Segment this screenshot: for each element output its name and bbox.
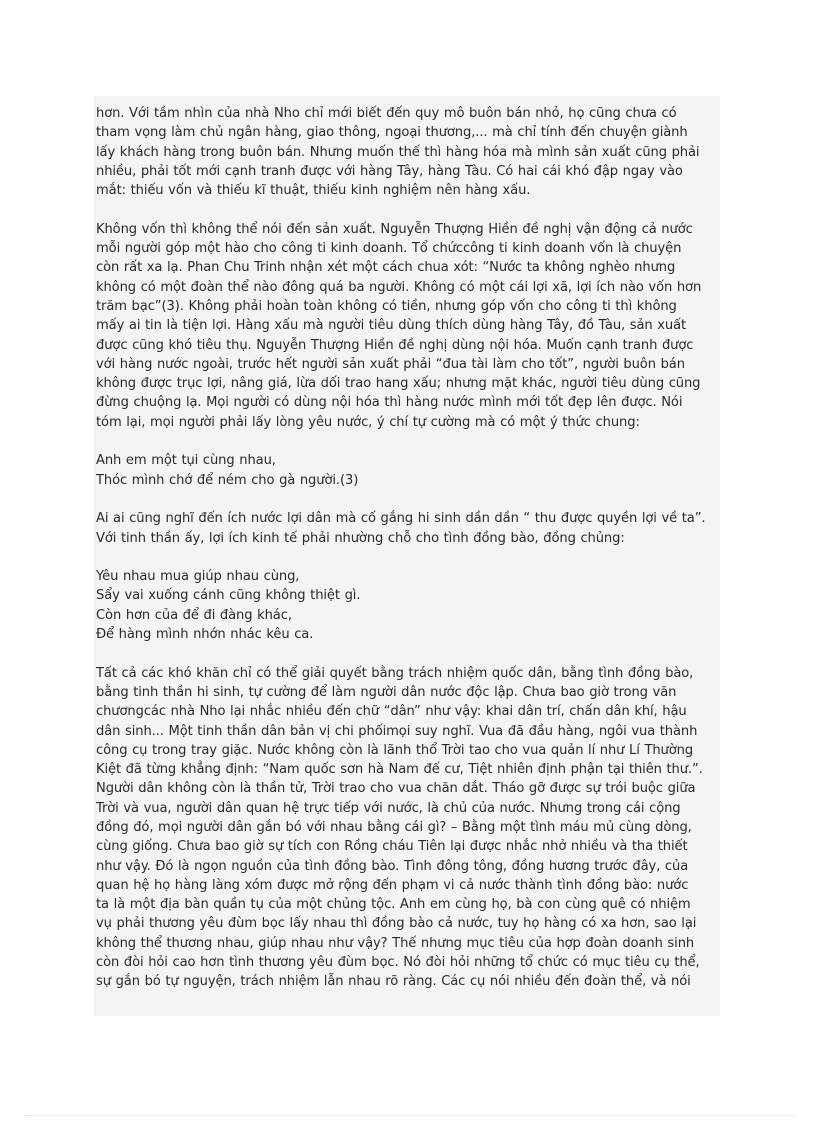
document-body — [96, 104, 726, 1011]
text-line: nhiều, phải tốt mới cạnh tranh được với hàng Tây, hàng Tàu. Có hai cái khó đập ngay vào — [96, 163, 683, 179]
page-bottom-divider — [24, 1115, 794, 1116]
paragraph-3 — [96, 509, 726, 548]
verse-line: Anh em một tụi cùng nhau, — [96, 453, 276, 469]
text-line: Ai ai cũng nghĩ đến ích nước lợi dân mà cố gắng hi sinh dần dần “ thu được quyền lợi về ta”. — [96, 511, 706, 527]
text-line: dân sinh... Một tinh thần dân bản vị chi phốimọi suy nghĩ. Vua đã đầu hàng, ngôi vua thành — [96, 723, 698, 739]
text-line: tóm lại, mọi người phải lấy lòng yêu nước, ý chí tự cường mà có một ý thức chung: — [96, 414, 640, 430]
text-line: mỗi người góp một hào cho công ti kinh doanh. Tổ chứccông ti kinh doanh vốn là chuyện — [96, 241, 682, 257]
verse-2 — [96, 567, 726, 644]
text-line: cùng giống. Chưa bao giờ sự tích con Rồng cháu Tiên lại được nhắc nhở nhiều và tha thiết — [96, 839, 688, 855]
text-line: với hàng nước ngoài, trước hết người sản xuất phải “đua tài làm cho tốt”, người buôn bán — [96, 356, 685, 372]
text-line: trăm bạc”(3). Không phải hoàn toàn không có tiền, nhưng góp vốn cho công ti thì không — [96, 298, 677, 314]
text-line: còn đòi hỏi cao hơn tình thương yêu đùm bọc. Nó đòi hỏi những tổ chức có mục tiêu cụ thể, — [96, 955, 700, 971]
text-line: Với tinh thần ấy, lợi ích kinh tế phải nhường chỗ cho tình đồng bào, đồng chủng: — [96, 530, 625, 546]
text-line: Người dân không còn là thần tử, Trời trao cho vua chăn dắt. Tháo gỡ được sự trói buộc giữa — [96, 781, 696, 797]
text-line: công cụ trong tray giặc. Nước không còn là lãnh thổ Trời tao cho vua quản lí như Lí Thường — [96, 742, 694, 758]
text-line: bằng tinh thần hi sinh, tự cường để làm người dân nước độc lập. Chưa bao giờ trong văn — [96, 684, 677, 700]
verse-line: Yêu nhau mua giúp nhau cùng, — [96, 569, 300, 585]
text-line: sự gắn bó tự nguyện, trách nhiệm lẫn nhau rõ ràng. Các cụ nói nhiều đến đoàn thể, và nói — [96, 974, 691, 990]
text-line: không được trục lợi, nâng giá, lừa dối trao hang xấu; nhưng mặt khác, người tiêu dùng cũng — [96, 376, 701, 392]
verse-line: Còn hơn của để đi đàng khác, — [96, 607, 292, 623]
text-line: Trời và vua, người dân quan hệ trực tiếp với nước, là chủ của nước. Nhưng trong cái cộng — [96, 800, 681, 816]
text-line: mấy ai tin là tiện lợi. Hàng xấu mà người tiêu dùng thích dùng hàng Tây, đồ Tàu, sản xuất — [96, 318, 687, 334]
text-line: không có một đoàn thể nào đông quá ba người. Không có một cái lợi xã, lợi ích nào vốn hơn — [96, 279, 702, 295]
text-line: hơn. Với tầm nhìn của nhà Nho chỉ mới biết đến quy mô buôn bán nhỏ, họ cũng chưa có — [96, 106, 677, 121]
text-line: quan hệ họ hàng làng xóm được mở rộng đến phạm vi cả nước thành tình đồng bào: nước — [96, 877, 689, 893]
paragraph-1 — [96, 104, 726, 200]
text-line: Tất cả các khó khăn chỉ có thể giải quyết bằng trách nhiệm quốc dân, bằng tình đồng bào, — [96, 665, 694, 681]
text-line: mắt: thiếu vốn và thiếu kĩ thuật, thiếu kinh nghiệm nên hàng xấu. — [96, 183, 531, 199]
text-line: lấy khách hàng trong buôn bán. Nhưng muốn thế thì hàng hóa mà mình sản xuất cũng phải — [96, 144, 700, 160]
text-line: tham vọng làm chủ ngân hàng, giao thông, ngoại thương,... mà chỉ tính đến chuyện giành — [96, 125, 688, 141]
verse-1 — [96, 451, 726, 490]
text-line: còn rất xa lạ. Phan Chu Trinh nhận xét một cách chua xót: “Nước ta không nghèo nhưng — [96, 260, 676, 276]
text-line: ta là một địa bàn quần tụ của một chủng tộc. Anh em cùng họ, bà con cùng quê có nhiệm — [96, 897, 691, 913]
text-line: đồng đó, mọi người dân gắn bó với nhau bằng cái gì? – Bằng một tình máu mủ cùng dòng, — [96, 819, 692, 835]
paragraph-4 — [96, 664, 726, 992]
text-line: đừng chuộng lạ. Mọi người có dùng nội hóa thì hàng nước mình mới tốt đẹp lên được. Nói — [96, 395, 683, 411]
verse-line: Để hàng mình nhớn nhác kêu ca. — [96, 627, 314, 643]
paragraph-2 — [96, 220, 726, 432]
text-line: được cũng khó tiêu thụ. Nguyễn Thượng Hiền đề nghị dùng nội hóa. Muốn cạnh tranh được — [96, 337, 694, 353]
verse-line: Sẩy vai xuống cánh cũng không thiệt gì. — [96, 588, 361, 604]
text-line: như vậy. Đó là ngọn nguồn của tình đồng bào. Tình đông tông, đồng hương trước đây, của — [96, 858, 689, 874]
text-line: Kiệt đã từng khẳng định: “Nam quốc sơn hà Nam đế cư, Tiệt nhiên định phận tại thiên thư.”. — [96, 762, 703, 778]
verse-line: Thóc mình chớ để ném cho gà người.(3) — [96, 472, 359, 488]
text-line: vụ phải thương yêu đùm bọc lấy nhau thì đồng bào cả nước, tuy họ hàng có xa hơn, sao lại — [96, 916, 697, 932]
text-line: không thể thương nhau, giúp nhau như vậy? Thế nhưng mục tiêu của hợp đoàn doanh sinh — [96, 935, 695, 951]
text-line: chươngcác nhà Nho lại nhắc nhiều đến chữ “dân” như vậy: khai dân trí, chấn dân khí, hậu — [96, 704, 687, 720]
text-line: Không vốn thì không thể nói đến sản xuất. Nguyễn Thượng Hiền đề nghị vận động cả nước — [96, 221, 693, 237]
